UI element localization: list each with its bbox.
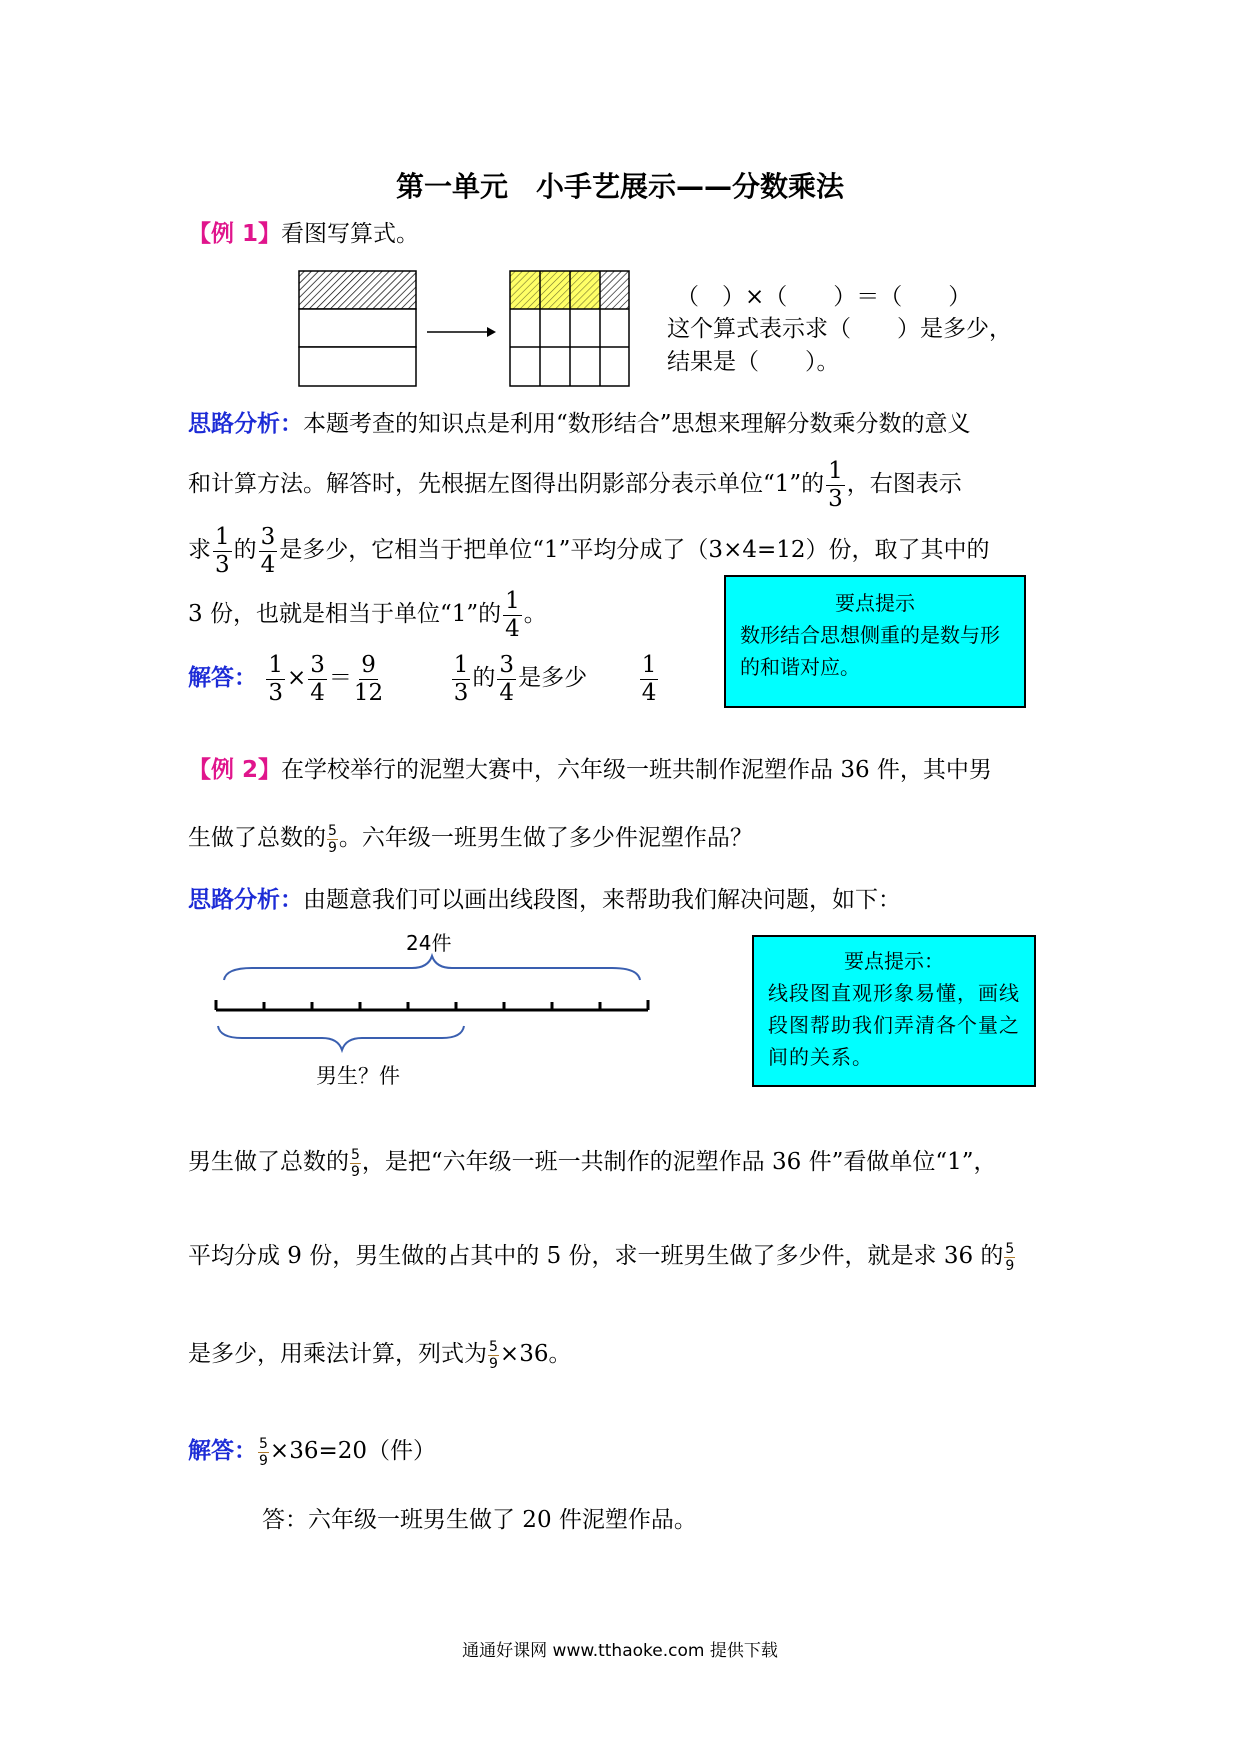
arrow-icon [425, 324, 497, 340]
fraction: $\frac{9}{12}$ [353, 651, 384, 706]
fraction: $\frac{3}{4}$ [499, 651, 515, 706]
fraction: $\frac{1}{4}$ [641, 651, 657, 706]
analysis-1-line-4: 3 份，也就是相当于单位“1”的 $\frac{1}{4}$ 。 [188, 587, 547, 642]
answer-label: 解答： [188, 1438, 257, 1464]
example-1-heading [188, 219, 419, 249]
fraction: $\frac{5}{9}$ [259, 1435, 268, 1469]
example-2-line-1: 【例 2】在学校举行的泥塑大赛中，六年级一班共制作泥塑作品 36 件，其中男 [188, 757, 992, 783]
fraction: $\frac{5}{9}$ [351, 1146, 360, 1180]
ex2-paragraph-line-2: 平均分成 9 份，男生做的占其中的 5 份，求一班男生做了多少件，就是求 36 的 $\frac{5}{9}$ [188, 1240, 1015, 1274]
fraction: $\frac{1}{4}$ [505, 587, 520, 642]
analysis-1-line-3: 求 $\frac{1}{3}$ 的 $\frac{3}{4}$ 是多少，它相当于把单位“1”平均分成了（3×4=12）份，取了其中的 [188, 523, 990, 578]
fraction: $\frac{1}{3}$ [215, 523, 230, 578]
tip-title: 要点提示 [835, 591, 915, 615]
analysis-1-line-2: 和计算方法。解答时，先根据左图得出阴影部分表示单位“1”的 $\frac{1}{3}$ ，右图表示 [188, 457, 962, 512]
ex2-paragraph-line-3: 是多少，用乘法计算，列式为 $\frac{5}{9}$ ×36。 [188, 1338, 572, 1372]
answer-2: 解答： $\frac{5}{9}$ ×36=20（件） [188, 1435, 436, 1469]
diagram-bottom-label: 男生？件 [316, 1064, 400, 1088]
answer-2-final: 答：六年级一班男生做了 20 件泥塑作品。 [262, 1507, 697, 1533]
fraction: $\frac{3}{4}$ [260, 523, 276, 578]
page-title: 第一单元 小手艺展示——分数乘法 [395, 170, 844, 203]
fraction: $\frac{1}{3}$ [828, 457, 843, 512]
tip-body: 线段图直观形象易懂，画线段图帮助我们弄清各个量之间的关系。 [768, 981, 1020, 1069]
example-2-label: 【例 2】 [188, 757, 282, 783]
ex2-paragraph-line-1: 男生做了总数的 $\frac{5}{9}$ ，是把“六年级一班一共制作的泥塑作品 36 件”看做单位“1”， [188, 1146, 997, 1180]
answer-label: 解答： [188, 665, 257, 691]
example-2-line-2: 生做了总数的 $\frac{5}{9}$ 。六年级一班男生做了多少件泥塑作品？ [188, 822, 753, 856]
right-figure [509, 270, 631, 390]
analysis-2: 思路分析：由题意我们可以画出线段图，来帮助我们解决问题，如下： [188, 887, 901, 913]
tip-box-2 [752, 935, 1036, 1087]
fraction: $\frac{5}{9}$ [1005, 1240, 1015, 1274]
blank-equation[interactable]: （ ）×（ ）＝（ ） [676, 284, 972, 310]
example-1-label: 【例 1】 [188, 221, 282, 247]
example-1-text: 看图写算式。 [281, 221, 420, 247]
tip-title: 要点提示： [844, 949, 944, 973]
blank-question[interactable]: 这个算式表示求（ ）是多少， [667, 316, 1012, 342]
diagram-top-label: 24件 [406, 931, 452, 955]
fraction: $\frac{3}{4}$ [310, 651, 325, 706]
answer-1: 解答： $\frac{1}{3}$ × $\frac{3}{4}$ ＝ $\frac{9}{12}$ $\frac{1}{3}$ 的 $\frac{3}{4}$ 是多少 $\frac{1}{4}$ [188, 651, 657, 706]
fraction: $\frac{1}{3}$ [453, 651, 469, 706]
analysis-label: 思路分析： [188, 887, 303, 913]
footer: 通通好课网 www.tthaoke.com 提供下载 [462, 1641, 778, 1661]
blank-result[interactable]: 结果是（ ）。 [667, 349, 840, 375]
fraction: $\frac{5}{9}$ [328, 822, 337, 856]
tip-body: 数形结合思想侧重的是数与形的和谐对应。 [740, 623, 1000, 679]
analysis-label: 思路分析： [188, 411, 303, 437]
fraction: $\frac{1}{3}$ [268, 651, 283, 706]
fraction: $\frac{5}{9}$ [489, 1338, 498, 1372]
segment-diagram [212, 950, 652, 1060]
left-figure [298, 270, 418, 390]
analysis-1-line-1: 思路分析：本题考查的知识点是利用“数形结合”思想来理解分数乘分数的意义 [188, 411, 971, 437]
tip-box-1 [724, 575, 1026, 708]
